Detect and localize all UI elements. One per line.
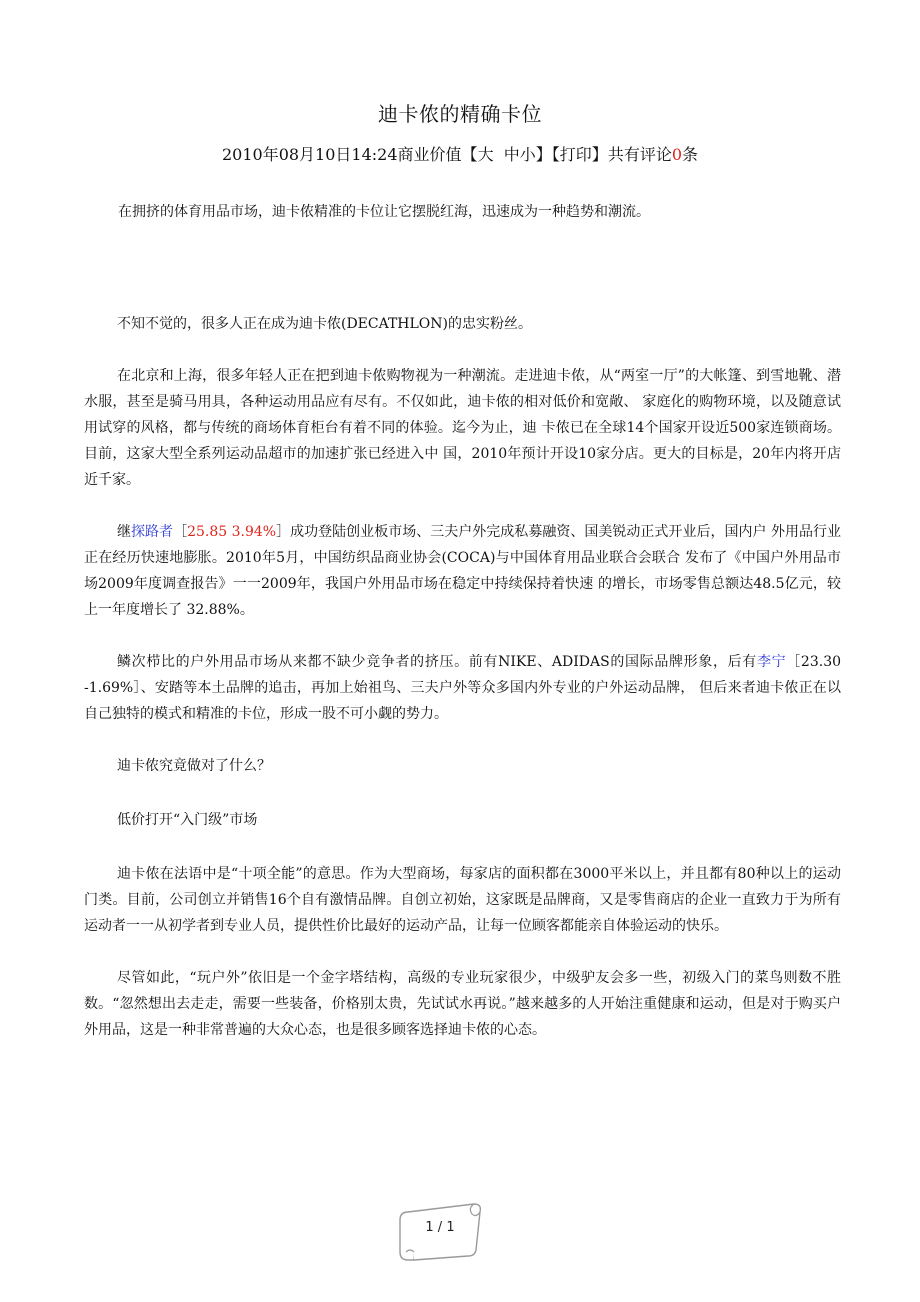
font-size-bracket-close: 】 [535, 145, 552, 164]
stock-quote-tanluzhe: 25.85 3.94% [187, 524, 277, 540]
paragraph-1: 不知不觉的，很多人正在成为迪卡侬(DECATHLON)的忠实粉丝。 [117, 316, 532, 332]
stock-link-tanluzhe[interactable]: 探路者 [131, 524, 174, 540]
stock-quote-open: ［ [173, 524, 188, 540]
print-link[interactable]: 【打印】 [551, 145, 608, 164]
page-indicator [396, 1200, 484, 1264]
font-size-small-link[interactable]: 小 [519, 145, 536, 164]
section-heading: 低价打开“入门级”市场 [117, 812, 258, 828]
paragraph-4 [84, 649, 841, 727]
article-body [84, 311, 841, 1069]
comments-prefix: 共有评论 [607, 145, 672, 164]
paragraph-2: 在北京和上海，很多年轻人正在把到迪卡侬购物视为一种潮流。走进迪卡侬，从“两室一厅”的大帐篷、到雪地靴、潜水服，甚至是骑马用具，各种运动用品应有尽有。不仅如此，迪卡侬的相对低价和宽敞、 家庭化的购物环境，以及随意试用试穿的风格，都与传统的商场体育柜台有着不同的体验。迄今为止，迪 卡侬已在全球14个国家开设近500家连锁商场。目前，这家大型全系列运动品超市的加速扩张已经进入中 国，2010年预计开设10家分店。更大的目标是，20年内将开店近千家。 [84, 368, 841, 488]
article-source: 商业价值 [397, 145, 462, 164]
font-size-mid-link[interactable]: 中 [503, 145, 520, 164]
paragraph-5: 迪卡侬究竟做对了什么？ [117, 758, 271, 774]
paragraph-4-after: ［23.30 -1.69%］、安踏等本土品牌的追击，再加上始祖鸟、三夫户外等众多国内外专业的户外运动品牌， 但后来者迪卡侬正在以自己独特的模式和精准的卡位，形成一股不可小觑的势力。 [84, 654, 842, 722]
font-size-bracket-open: 【 [461, 145, 478, 164]
article-lead: 在拥挤的体育用品市场，迪卡侬精准的卡位让它摆脱红海，迅速成为一种趋势和潮流。 [118, 204, 650, 220]
comments-suffix: 条 [682, 145, 699, 164]
paragraph-3-before: 继 [117, 524, 132, 540]
stock-link-lining[interactable]: 李宁 [756, 654, 787, 670]
comments-count-link[interactable]: 0 [671, 145, 683, 164]
article-date: 2010年08月10日14:24 [221, 145, 398, 164]
stock-quote-close: ］ [276, 524, 291, 540]
paragraph-7: 迪卡侬在法语中是“十项全能”的意思。作为大型商场，每家店的面积都在3000平米以上，并且都有80种以上的运动门类。目前，公司创立并销售16个自有激情品牌。自创立初始，这家既是品牌商，又是零售商店的企业一直致力于为所有运动者一一从初学者到专业人员，提供性价比最好的运动产品，让每一位顾客都能亲自体验运动的快乐。 [84, 866, 841, 934]
paragraph-8: 尽管如此，“玩户外”依旧是一个金字塔结构，高级的专业玩家很少，中级驴友会多一些，初级入门的菜鸟则数不胜数。“忽然想出去走走，需要一些装备，价格别太贵，先试试水再说。”越来越多的人开始注重健康和运动，但是对于购买户外用品，这是一种非常普遍的大众心态，也是很多顾客选择迪卡侬的心态。 [84, 970, 841, 1038]
page-number: 1 / 1 [425, 1220, 455, 1235]
paragraph-3 [84, 519, 841, 623]
article-meta [0, 143, 920, 167]
font-size-big-link[interactable]: 大 [477, 145, 494, 164]
paragraph-4-before: 鳞次栉比的户外用品市场从来都不缺少竞争者的挤压。前有NIKE、ADIDAS的国际品牌形象，后有 [117, 654, 757, 670]
paragraph-3-after: 成功登陆创业板市场、三夫户外完成私募融资、国美锐动正式开业后，国内户 外用品行业正在经历快速地膨胀。2010年5月，中国纺织品商业协会(COCA)与中国体育用品业联合会联合 发布了《中国户外用品市场2009年度调查报告》一一2009年，我国户外用品市场在稳定中持续保持着快速 的增长，市场零售总额达48.5亿元，较上一年度增长了 32.88%。 [84, 524, 842, 618]
article-title: 迪卡侬的精确卡位 [378, 102, 542, 126]
